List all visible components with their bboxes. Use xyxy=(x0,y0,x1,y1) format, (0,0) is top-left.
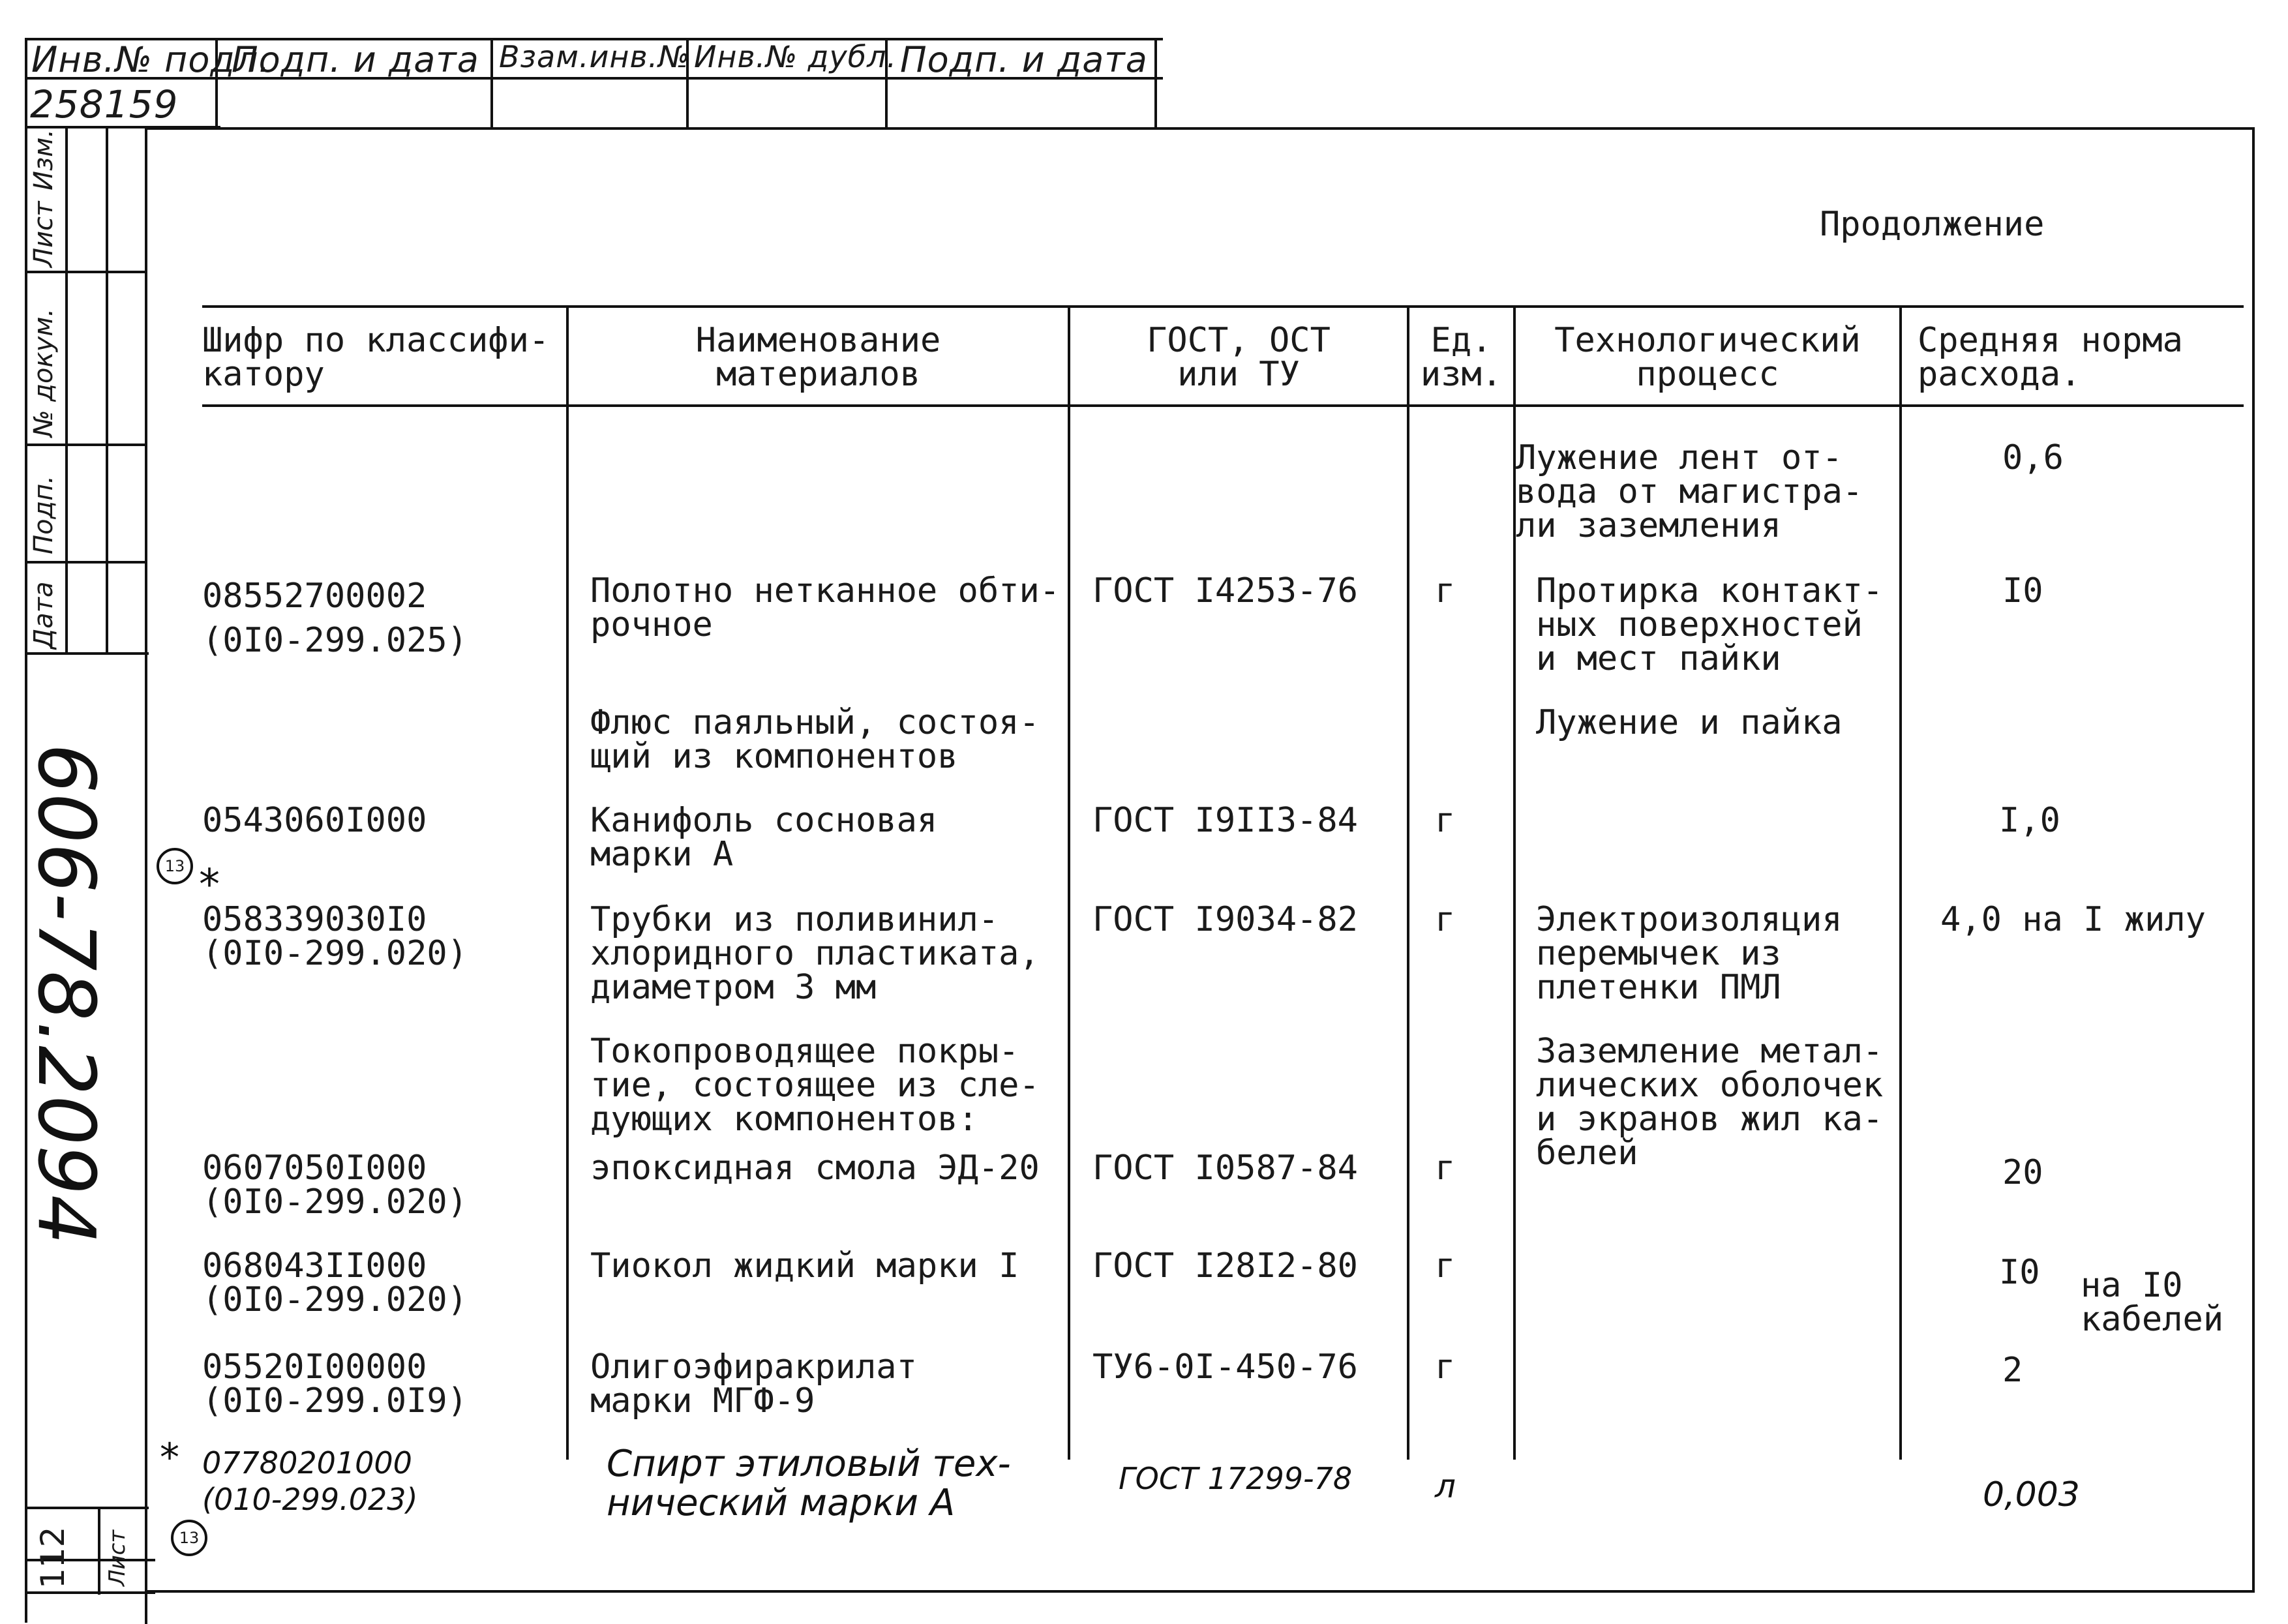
row3-name: Канифоль сосновая марки А xyxy=(590,801,938,874)
row7-gost: ГОСТ I28I2-80 xyxy=(1092,1246,1358,1286)
row3-gost: ГОСТ I9II3-84 xyxy=(1092,801,1358,840)
row4-norm: 4,0 на I жилу xyxy=(1940,900,2206,939)
header-norm: Средняя норма расхода. xyxy=(1918,321,2183,394)
row1-name: Полотно нетканное обти- рочное xyxy=(590,571,1061,644)
row2-name: Флюс паяльный, состоя- щий из компонентов xyxy=(590,703,1040,776)
row2-process: Лужение и пайка xyxy=(1536,703,1843,742)
row4-unit: г xyxy=(1435,900,1456,939)
header-name: Наименование материалов xyxy=(695,321,941,394)
row8-unit: г xyxy=(1435,1347,1456,1387)
row9-gost: ГОСТ 17299-78 xyxy=(1119,1461,1353,1496)
stamp-inv-value: 258159 xyxy=(30,82,179,127)
stamp-inv-orig-label: Инв.№ подл. xyxy=(31,39,271,80)
row9-name: Спирт этиловый тех- нический марки А xyxy=(607,1443,1011,1524)
stamp-sign-date2-label: Подп. и дата xyxy=(900,39,1148,80)
row1-norm: I0 xyxy=(2002,571,2043,610)
row6-name: эпоксидная смола ЭД-20 xyxy=(590,1149,1040,1188)
side-ndokum-label: № докум. xyxy=(29,308,59,437)
row0-process: Лужение лент от- вода от магистра- ли заземления xyxy=(1516,438,1863,545)
stamp-vzam-label: Взам.инв.№ xyxy=(499,39,691,74)
side-podp-label: Подп. xyxy=(29,475,59,554)
header-code: Шифр по классифи- катору xyxy=(202,321,550,394)
row6-unit: г xyxy=(1435,1149,1456,1188)
row4-name: Трубки из поливинил- хлоридного пластиката, диаметром 3 мм xyxy=(590,900,1040,1007)
row1-gost: ГОСТ I4253-76 xyxy=(1092,571,1358,610)
row8-norm: 2 xyxy=(2002,1351,2023,1390)
header-unit: Ед. изм. xyxy=(1420,321,1503,394)
row7-unit: г xyxy=(1435,1246,1456,1286)
per-10-cables-note: на I0 кабелей xyxy=(2081,1266,2224,1339)
stamp-sign-date1-label: Подп. и дата xyxy=(232,39,479,80)
asterisk-mark-row9: * xyxy=(160,1435,179,1481)
row9-unit: л xyxy=(1435,1467,1456,1505)
row1-unit: г xyxy=(1435,571,1456,610)
header-gost: ГОСТ, ОСТ или ТУ xyxy=(1147,321,1331,394)
asterisk-mark-row4: * xyxy=(199,861,220,909)
row7-name: Тиокол жидкий марки I xyxy=(590,1246,1019,1286)
document-number: 606-78.2094 xyxy=(20,744,111,1245)
side-list-label: Лист xyxy=(29,201,59,267)
row1-process: Протирка контакт- ных поверхностей и мест пайки xyxy=(1536,571,1884,678)
row0-norm: 0,6 xyxy=(2002,438,2064,477)
row3-unit: г xyxy=(1435,801,1456,840)
row5-process: Заземление метал- лических оболочек и экранов жил ка- белей xyxy=(1536,1032,1884,1173)
row3-code: 0543060I000 xyxy=(202,801,427,840)
revision-circle-mark-row4: 13 xyxy=(157,848,193,884)
row1-code: 08552700002 (0I0-299.025) xyxy=(202,577,468,660)
side-data-label: Дата xyxy=(29,581,59,649)
row8-code: 05520I00000 (0I0-299.0I9) xyxy=(202,1347,468,1421)
row9-code: 07780201000 (010-299.023) xyxy=(202,1445,418,1517)
row7-norm: I0 xyxy=(1999,1253,2040,1292)
side-izm-label: Изм. xyxy=(29,128,59,190)
row7-code: 068043II000 (0I0-299.020) xyxy=(202,1246,468,1319)
row3-norm: I,0 xyxy=(1999,801,2060,840)
header-process: Технологический процесс xyxy=(1554,321,1861,394)
row8-gost: ТУ6-0I-450-76 xyxy=(1092,1347,1358,1387)
row4-code: 058339030I0 (0I0-299.020) xyxy=(202,900,468,973)
continuation-label: Продолжение xyxy=(1820,205,2045,244)
stamp-inv-dubl-label: Инв.№ дубл. xyxy=(694,39,897,74)
row9-norm: 0,003 xyxy=(1983,1475,2080,1514)
row5-name: Токопроводящее покры- тие, состоящее из сле- дующих компонентов: xyxy=(590,1032,1040,1139)
row6-code: 0607050I000 (0I0-299.020) xyxy=(202,1149,468,1222)
sheet-number: 112 xyxy=(34,1526,72,1589)
row6-gost: ГОСТ I0587-84 xyxy=(1092,1149,1358,1188)
row8-name: Олигоэфиракрилат марки МГФ-9 xyxy=(590,1347,917,1421)
row4-gost: ГОСТ I9034-82 xyxy=(1092,900,1358,939)
sheet-label: Лист xyxy=(104,1529,130,1586)
revision-circle-mark-row9: 13 xyxy=(171,1520,207,1556)
row4-process: Электроизоляция перемычек из плетенки ПМЛ xyxy=(1536,900,1843,1007)
row6-norm: 20 xyxy=(2002,1153,2043,1192)
